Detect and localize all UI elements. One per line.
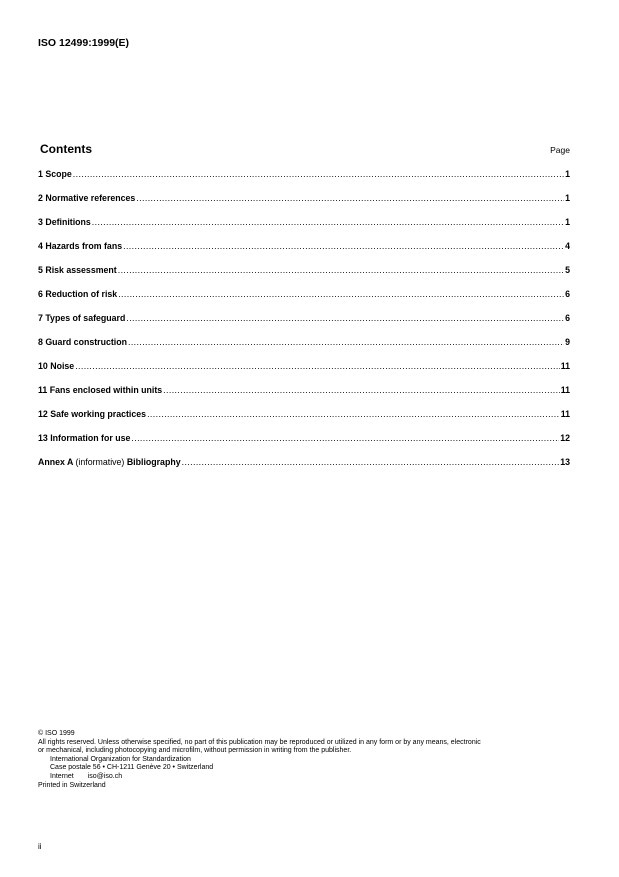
toc-entry-annex-a-bibliography[interactable] (38, 457, 570, 481)
toc-entry-page: 11 (560, 385, 570, 395)
document-id-header: ISO 12499:1999(E) (38, 37, 130, 49)
dot-leader (147, 409, 560, 419)
organization-address: Case postale 56 • CH-1211 Genève 20 • Switzerland (50, 764, 214, 772)
dot-leader (163, 385, 560, 395)
annex-qualifier: (informative) (75, 457, 125, 467)
dot-leader (92, 217, 564, 227)
copyright-notice (38, 730, 583, 790)
dot-leader (75, 361, 560, 371)
toc-entry-title: 5 Risk assessment (38, 265, 117, 275)
toc-entry-title: 8 Guard construction (38, 337, 127, 347)
toc-entry-title: 13 Information for use (38, 433, 131, 443)
toc-entry-page: 11 (560, 361, 570, 371)
internet-line (38, 773, 583, 782)
toc-entry-normative-references[interactable] (38, 193, 570, 217)
page-column-label: Page (550, 145, 570, 155)
toc-entry-title: 11 Fans enclosed within units (38, 385, 163, 395)
toc-entry-information-for-use[interactable] (38, 433, 570, 457)
toc-entry-page: 4 (565, 241, 570, 251)
toc-entry-types-of-safeguard[interactable] (38, 313, 570, 337)
toc-entry-page: 12 (560, 433, 570, 443)
internet-label: Internet (50, 772, 74, 780)
dot-leader (136, 193, 564, 203)
toc-entry-page: 6 (565, 313, 570, 323)
toc-entry-title: 6 Reduction of risk (38, 289, 118, 299)
table-of-contents (38, 169, 570, 481)
dot-leader (128, 337, 564, 347)
annex-title: Bibliography (126, 457, 181, 467)
toc-entry-title: 1 Scope (38, 169, 72, 179)
toc-entry-page: 11 (560, 409, 570, 419)
toc-entry-page: 1 (565, 169, 570, 179)
toc-entry-risk-assessment[interactable] (38, 265, 570, 289)
toc-entry-page: 5 (565, 265, 570, 275)
toc-entry-title (38, 457, 181, 467)
toc-entry-safe-working-practices[interactable] (38, 409, 570, 433)
toc-entry-title: 2 Normative references (38, 193, 136, 203)
copyright-line: © ISO 1999 (38, 730, 75, 737)
toc-entry-title: 3 Definitions (38, 217, 91, 227)
annex-prefix: Annex A (38, 457, 74, 467)
toc-entry-scope[interactable] (38, 169, 570, 193)
rights-reserved-line-1: All rights reserved. Unless otherwise specified, no part of this publication may be reproduced or utilized in any form or by any means, electronic (38, 738, 481, 746)
dot-leader (131, 433, 559, 443)
toc-entry-page: 6 (565, 289, 570, 299)
toc-entry-page: 13 (560, 457, 570, 467)
dot-leader (126, 313, 564, 323)
toc-entry-fans-enclosed-within-units[interactable] (38, 385, 570, 409)
internet-email-link[interactable]: iso@iso.ch (87, 772, 123, 780)
contents-heading: Contents (40, 142, 92, 156)
toc-entry-title: 12 Safe working practices (38, 409, 147, 419)
rights-reserved-line-2: or mechanical, including photocopying and microfilm, without permission in writing from the publisher. (38, 747, 352, 755)
dot-leader (73, 169, 564, 179)
dot-leader (123, 241, 564, 251)
dot-leader (118, 265, 564, 275)
toc-entry-page: 9 (565, 337, 570, 347)
toc-entry-page: 1 (565, 193, 570, 203)
toc-entry-guard-construction[interactable] (38, 337, 570, 361)
dot-leader (118, 289, 564, 299)
page-number: ii (38, 842, 42, 851)
printed-in-line: Printed in Switzerland (38, 781, 106, 789)
toc-entry-reduction-of-risk[interactable] (38, 289, 570, 313)
toc-entry-definitions[interactable] (38, 217, 570, 241)
toc-entry-noise[interactable] (38, 361, 570, 385)
toc-entry-hazards-from-fans[interactable] (38, 241, 570, 265)
dot-leader (182, 457, 560, 467)
toc-entry-title: 4 Hazards from fans (38, 241, 123, 251)
toc-entry-title: 10 Noise (38, 361, 75, 371)
organization-name: International Organization for Standardization (50, 755, 191, 763)
toc-entry-title: 7 Types of safeguard (38, 313, 126, 323)
toc-entry-page: 1 (565, 217, 570, 227)
